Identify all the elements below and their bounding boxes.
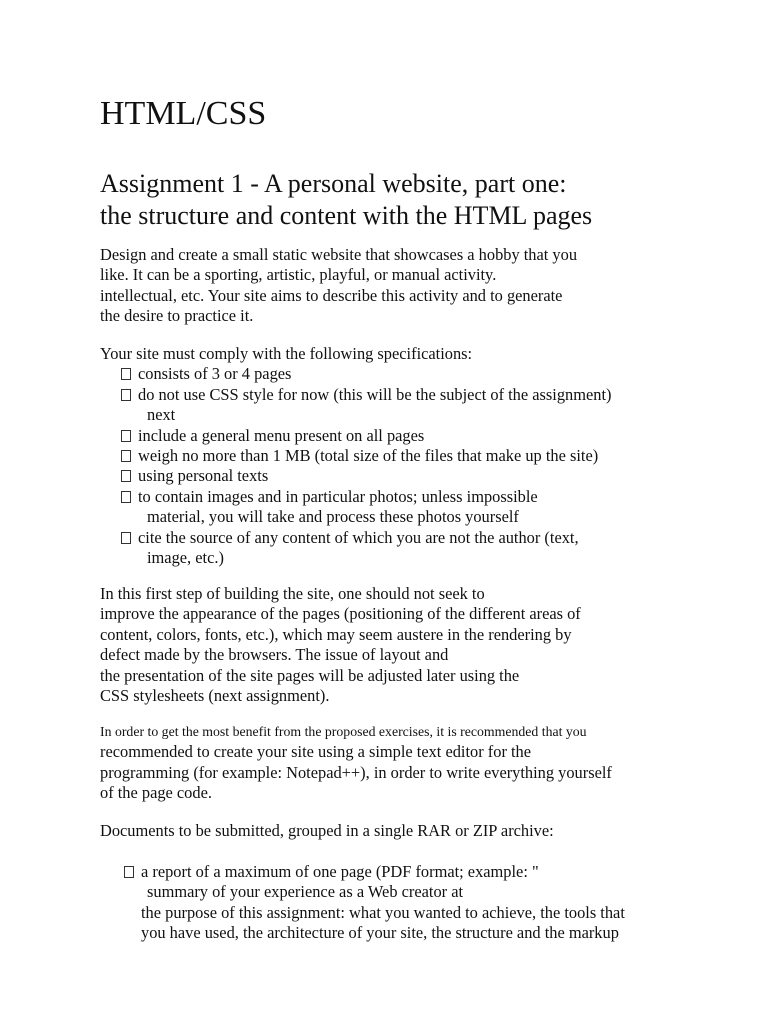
text-line: material, you will take and process these photos yourself	[147, 507, 519, 527]
text-line: consists of 3 or 4 pages	[138, 364, 292, 384]
document-subtitle	[100, 168, 592, 232]
text-line: image, etc.)	[147, 548, 224, 568]
text-line: the purpose of this assignment: what you wanted to achieve, the tools that	[141, 902, 625, 922]
list-item	[100, 466, 611, 486]
text-line: using personal texts	[138, 466, 269, 486]
recommendation-paragraph	[100, 722, 612, 804]
text-line: In order to get the most benefit from the proposed exercises, it is recommended that you	[100, 724, 587, 739]
specifications-section	[100, 344, 611, 568]
first-step-paragraph	[100, 584, 581, 706]
intro-paragraph	[100, 245, 577, 327]
text-line: improve the appearance of the pages (positioning of the different areas of	[100, 604, 581, 624]
checkbox-bullet-icon	[121, 532, 131, 544]
submission-section	[100, 862, 625, 944]
specifications-list	[100, 364, 611, 568]
list-item	[100, 528, 611, 569]
text-line: do not use CSS style for now (this will be the subject of the assignment)	[138, 384, 612, 404]
text-line: weigh no more than 1 MB (total size of the files that make up the site)	[138, 446, 599, 466]
text-line: summary of your experience as a Web creator at	[147, 882, 464, 902]
text-line: Design and create a small static website that showcases a hobby that you	[100, 245, 578, 264]
document-title: HTML/CSS	[100, 95, 267, 132]
text-line: cite the source of any content of which you are not the author (text,	[138, 527, 579, 547]
checkbox-bullet-icon	[121, 368, 131, 380]
text-line: you have used, the architecture of your site, the structure and the markup	[141, 923, 619, 943]
text-line: CSS stylesheets (next assignment).	[100, 686, 330, 706]
text-line: defect made by the browsers. The issue of layout and	[100, 645, 449, 665]
text-line: programming (for example: Notepad++), in order to write everything yourself	[100, 762, 612, 782]
text-line: include a general menu present on all pages	[138, 425, 425, 445]
submission-list	[100, 862, 625, 944]
text-line: intellectual, etc. Your site aims to describe this activity and to generate	[100, 285, 563, 305]
list-item	[100, 426, 611, 446]
text-line: like. It can be a sporting, artistic, playful, or manual activity.	[100, 265, 497, 285]
text-line: a report of a maximum of one page (PDF format; example: "	[141, 862, 539, 881]
list-item	[100, 446, 611, 466]
checkbox-bullet-icon	[121, 470, 131, 482]
checkbox-bullet-icon	[121, 450, 131, 462]
text-line: Documents to be submitted, grouped in a single RAR or ZIP archive:	[100, 821, 554, 840]
checkbox-bullet-icon	[124, 866, 134, 878]
text-line: of the page code.	[100, 783, 212, 803]
specifications-heading: Your site must comply with the following specifications:	[100, 344, 473, 363]
subtitle-line: Assignment 1 - A personal website, part one:	[100, 169, 567, 198]
checkbox-bullet-icon	[121, 389, 131, 401]
list-item	[100, 487, 611, 528]
text-line: next	[147, 405, 176, 425]
text-line: the desire to practice it.	[100, 306, 254, 326]
text-line: to contain images and in particular photos; unless impossible	[138, 486, 538, 506]
subtitle-line: the structure and content with the HTML pages	[100, 201, 593, 230]
list-item	[100, 364, 611, 384]
text-line: recommended to create your site using a simple text editor for the	[100, 742, 532, 762]
list-item	[100, 862, 625, 944]
text-line: the presentation of the site pages will be adjusted later using the	[100, 665, 520, 685]
submission-heading	[100, 821, 554, 841]
checkbox-bullet-icon	[121, 430, 131, 442]
text-line: In this first step of building the site, one should not seek to	[100, 584, 485, 603]
checkbox-bullet-icon	[121, 491, 131, 503]
text-line: content, colors, fonts, etc.), which may seem austere in the rendering by	[100, 624, 572, 644]
list-item	[100, 385, 611, 426]
